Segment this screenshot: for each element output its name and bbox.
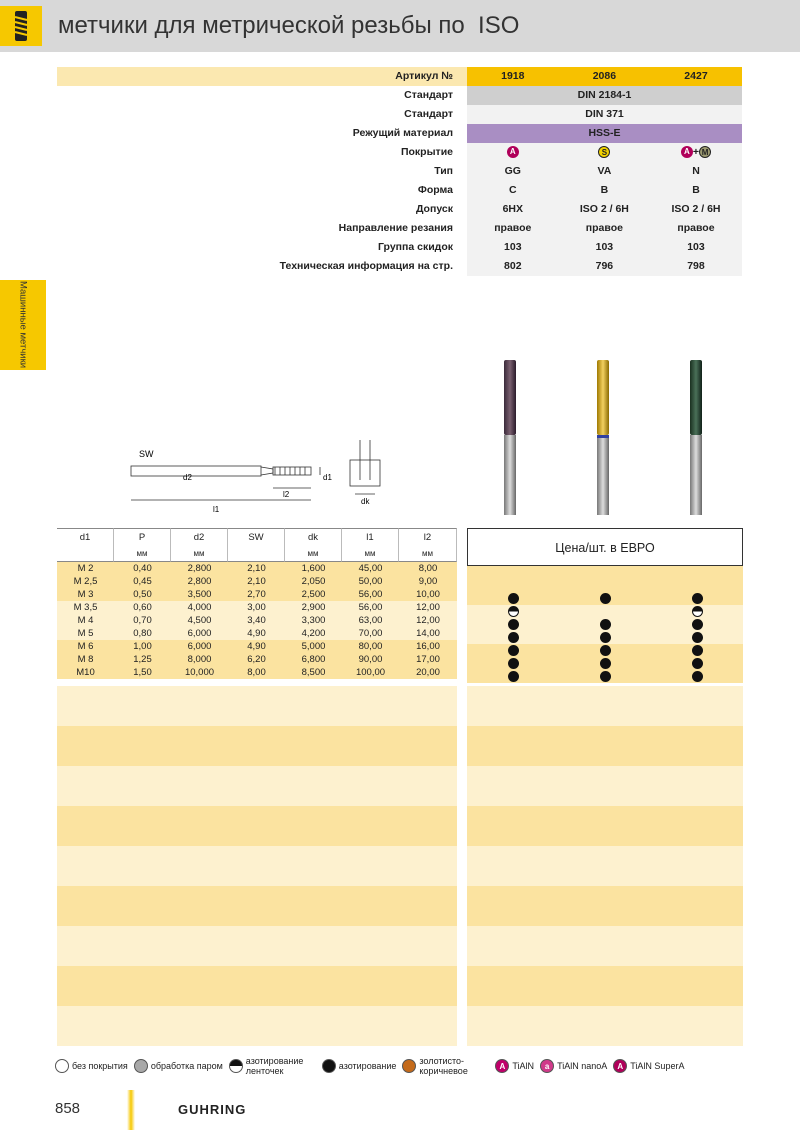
discount-value: 103 <box>650 238 742 257</box>
table-cell: M10 <box>76 667 95 678</box>
direction-value: правое <box>467 219 559 238</box>
table-cell: 2,800 <box>187 576 212 587</box>
spec-row-standard <box>57 86 742 105</box>
column-header: P <box>114 528 171 546</box>
dimensions-table <box>57 528 457 679</box>
column-header: d1 <box>57 528 114 546</box>
coating-a-icon: A <box>507 146 519 158</box>
table-cell: M 6 <box>77 641 94 652</box>
table-cell: 6,20 <box>247 654 266 665</box>
table-cell: 5,000 <box>301 641 326 652</box>
availability-cell <box>559 579 651 592</box>
legend-swatch-icon: A <box>495 1059 509 1073</box>
availability-cell[interactable] <box>467 644 559 657</box>
tap-photo-2086 <box>597 360 609 515</box>
availability-cell[interactable] <box>467 670 559 683</box>
availability-cell[interactable] <box>559 670 651 683</box>
table-cell: 12,00 <box>416 615 440 626</box>
stripe-nitrided-icon <box>692 606 703 617</box>
table-cell: 56,00 <box>358 589 383 600</box>
spec-label: Направление резания <box>338 221 453 234</box>
standard-value: DIN 371 <box>467 105 742 124</box>
tolerance-value: 6HX <box>467 200 559 219</box>
available-dot-icon <box>692 658 703 669</box>
tolerance-value: ISO 2 / 6H <box>559 200 651 219</box>
table-cell: 14,00 <box>416 628 440 639</box>
unit-cell: мм <box>171 546 228 562</box>
table-cell: 1,00 <box>133 641 152 652</box>
available-dot-icon <box>508 593 519 604</box>
legend-swatch-icon <box>229 1059 243 1073</box>
availability-cell[interactable] <box>467 657 559 670</box>
d1-label: d1 <box>323 473 332 482</box>
price-row <box>467 631 743 644</box>
empty-band <box>57 886 743 926</box>
coating-s-icon: S <box>598 146 610 158</box>
availability-cell[interactable] <box>559 644 651 657</box>
table-cell: M 5 <box>77 628 94 639</box>
table-cell: M 4 <box>77 615 94 626</box>
table-cell: 10,000 <box>184 667 215 678</box>
table-cell: 6,000 <box>187 628 212 639</box>
unit-cell <box>57 546 114 562</box>
empty-band-right <box>467 686 743 726</box>
page-header <box>0 0 800 52</box>
discount-value: 103 <box>467 238 559 257</box>
available-dot-icon <box>600 658 611 669</box>
table-cell: 56,00 <box>358 602 383 613</box>
legend-label: TiAlN <box>512 1061 535 1071</box>
legend-item <box>613 1059 684 1073</box>
page-title: метчики для метрической резьбы по ISO <box>58 12 520 39</box>
available-dot-icon <box>692 593 703 604</box>
techinfo-page-link[interactable]: 796 <box>559 257 651 276</box>
column-header: d2 <box>171 528 228 546</box>
empty-band-left <box>57 686 457 726</box>
article-number: 1918 <box>467 67 559 86</box>
available-dot-icon <box>508 658 519 669</box>
empty-band-left <box>57 886 457 926</box>
table-cell: 80,00 <box>358 641 383 652</box>
techinfo-page-link[interactable]: 798 <box>650 257 742 276</box>
table-cell: 2,050 <box>301 576 326 587</box>
table-row <box>57 562 457 575</box>
legend-swatch-icon <box>322 1059 336 1073</box>
coating-cell <box>559 143 651 162</box>
type-value: VA <box>559 162 651 181</box>
standard-value: DIN 2184-1 <box>467 86 742 105</box>
spec-label: Группа скидок <box>378 240 453 253</box>
table-cell: M 3,5 <box>73 602 98 613</box>
unit-cell <box>228 546 285 562</box>
legend-item <box>540 1059 607 1073</box>
spec-row-type <box>57 162 742 181</box>
spec-row-coating <box>57 143 742 162</box>
table-cell: 1,600 <box>301 563 326 574</box>
available-dot-icon <box>508 632 519 643</box>
unit-cell: мм <box>114 546 171 562</box>
empty-band-right <box>467 966 743 1006</box>
spec-row-article <box>57 67 742 86</box>
side-tab-label: Машинные метчики <box>17 281 29 369</box>
empty-band-right <box>467 886 743 926</box>
table-cell: 10,00 <box>416 589 440 600</box>
legend-swatch-icon <box>55 1059 69 1073</box>
table-row <box>57 601 457 614</box>
availability-cell[interactable] <box>651 670 743 683</box>
price-row <box>467 566 743 579</box>
table-cell: 0,40 <box>133 563 152 574</box>
availability-cell[interactable] <box>651 618 743 631</box>
table-cell: 12,00 <box>416 602 440 613</box>
tap-logo-icon <box>0 6 42 46</box>
empty-band-right <box>467 806 743 846</box>
available-dot-icon <box>692 645 703 656</box>
spec-row-tolerance <box>57 200 742 219</box>
legend <box>55 1054 755 1078</box>
table-cell: 63,00 <box>358 615 383 626</box>
article-number: 2086 <box>559 67 651 86</box>
brand-logo: GUHRING <box>178 1102 247 1117</box>
price-row <box>467 670 743 683</box>
availability-cell[interactable] <box>559 631 651 644</box>
table-cell: 8,500 <box>301 667 326 678</box>
price-row <box>467 657 743 670</box>
available-dot-icon <box>508 645 519 656</box>
spec-row-discount <box>57 238 742 257</box>
form-value: C <box>467 181 559 200</box>
table-cell: 2,10 <box>247 576 266 587</box>
table-cell: 17,00 <box>416 654 440 665</box>
page-number: 858 <box>55 1100 81 1117</box>
material-value: HSS-E <box>467 124 742 143</box>
column-header: l1 <box>342 528 399 546</box>
legend-label: азотирование ленточек <box>245 1056 304 1076</box>
type-value: GG <box>467 162 559 181</box>
table-cell: 1,25 <box>133 654 152 665</box>
available-dot-icon <box>600 619 611 630</box>
empty-row-bands <box>57 686 743 1046</box>
empty-band-left <box>57 966 457 1006</box>
empty-band <box>57 966 743 1006</box>
table-cell: 8,00 <box>247 667 266 678</box>
available-dot-icon <box>600 593 611 604</box>
table-cell: 0,50 <box>133 589 152 600</box>
spec-label: Техническая информация на стр. <box>279 259 453 272</box>
table-cell: 16,00 <box>416 641 440 652</box>
table-row <box>57 588 457 601</box>
spec-row-material <box>57 124 742 143</box>
direction-value: правое <box>650 219 742 238</box>
legend-label: TiAlN SuperA <box>630 1061 685 1071</box>
footer-accent-bar <box>127 1090 135 1130</box>
article-number: 2427 <box>650 67 742 86</box>
coating-m-icon: M <box>699 146 711 158</box>
legend-label: обработка паром <box>150 1061 223 1071</box>
table-cell: 3,300 <box>301 615 326 626</box>
table-cell: 3,40 <box>247 615 266 626</box>
legend-label: без покрытия <box>72 1061 128 1071</box>
legend-item <box>134 1059 223 1073</box>
spec-row-techinfo <box>57 257 742 276</box>
spec-table <box>57 67 742 276</box>
table-cell: 9,00 <box>418 576 438 587</box>
spec-row-standard <box>57 105 742 124</box>
empty-band <box>57 846 743 886</box>
table-cell: 3,00 <box>247 602 266 613</box>
empty-band-right <box>467 726 743 766</box>
legend-swatch-icon <box>402 1059 416 1073</box>
empty-band-left <box>57 806 457 846</box>
empty-band-right <box>467 1006 743 1046</box>
product-photos <box>470 355 740 520</box>
legend-item <box>495 1059 534 1073</box>
availability-cell <box>559 605 651 618</box>
table-cell: 0,60 <box>133 602 152 613</box>
table-cell: 8,00 <box>418 563 438 574</box>
legend-swatch-icon: a <box>540 1059 554 1073</box>
coating-cell <box>467 143 559 162</box>
table-cell: 0,70 <box>133 615 152 626</box>
table-cell: 70,00 <box>358 628 383 639</box>
table-cell: 2,800 <box>187 563 212 574</box>
availability-cell[interactable] <box>467 631 559 644</box>
table-cell: M 2 <box>77 563 94 574</box>
legend-item <box>402 1056 489 1076</box>
empty-band <box>57 726 743 766</box>
empty-band-left <box>57 846 457 886</box>
tap-photo-1918 <box>504 360 516 515</box>
table-cell: 50,00 <box>358 576 383 587</box>
availability-cell[interactable] <box>559 618 651 631</box>
tap-dimension-diagram <box>125 440 405 520</box>
availability-cell[interactable] <box>559 657 651 670</box>
sw-label: SW <box>139 449 154 459</box>
d2-label: d2 <box>183 473 192 482</box>
table-cell: 3,500 <box>187 589 212 600</box>
available-dot-icon <box>508 619 519 630</box>
page-footer <box>0 1090 800 1132</box>
price-header: Цена/шт. в ЕВРО <box>467 528 743 566</box>
form-value: B <box>650 181 742 200</box>
table-cell: 20,00 <box>416 667 440 678</box>
availability-cell[interactable] <box>651 631 743 644</box>
availability-cell[interactable] <box>467 618 559 631</box>
table-cell: 4,200 <box>301 628 326 639</box>
available-dot-icon <box>692 671 703 682</box>
coating-a-icon: A <box>681 146 693 158</box>
table-cell: 2,10 <box>247 563 266 574</box>
empty-band-right <box>467 926 743 966</box>
tap-photo-2427 <box>690 360 702 515</box>
spec-row-direction <box>57 219 742 238</box>
empty-band-left <box>57 1006 457 1046</box>
legend-swatch-icon: A <box>613 1059 627 1073</box>
legend-label: азотирование <box>338 1061 397 1071</box>
availability-cell[interactable] <box>467 592 559 605</box>
available-dot-icon <box>692 632 703 643</box>
form-value: B <box>559 181 651 200</box>
table-cell: 45,00 <box>358 563 383 574</box>
available-dot-icon <box>508 671 519 682</box>
table-row <box>57 653 457 666</box>
spec-label: Тип <box>434 164 453 177</box>
table-cell: 1,50 <box>133 667 152 678</box>
table-cell: 4,90 <box>247 641 266 652</box>
legend-item <box>322 1059 397 1073</box>
table-cell: 0,80 <box>133 628 152 639</box>
availability-cell[interactable] <box>651 592 743 605</box>
price-body <box>467 566 743 683</box>
availability-cell[interactable] <box>651 605 743 618</box>
empty-band-left <box>57 726 457 766</box>
dk-label: dk <box>361 497 370 506</box>
table-row <box>57 627 457 640</box>
table-cell: 8,000 <box>187 654 212 665</box>
table-cell: 90,00 <box>358 654 383 665</box>
table-row <box>57 666 457 679</box>
l2-label: l2 <box>283 490 290 499</box>
empty-band <box>57 806 743 846</box>
table-cell: M 8 <box>77 654 94 665</box>
table-cell: 0,45 <box>133 576 152 587</box>
type-value: N <box>650 162 742 181</box>
table-row <box>57 640 457 653</box>
availability-cell[interactable] <box>467 605 559 618</box>
availability-cell[interactable] <box>559 592 651 605</box>
availability-cell[interactable] <box>651 657 743 670</box>
available-dot-icon <box>600 632 611 643</box>
column-header: l2 <box>399 528 457 546</box>
spec-label: Допуск <box>415 202 453 215</box>
empty-band <box>57 926 743 966</box>
legend-item <box>229 1056 316 1076</box>
price-row <box>467 579 743 592</box>
table-cell: 4,000 <box>187 602 212 613</box>
table-cell: 6,800 <box>301 654 326 665</box>
tolerance-value: ISO 2 / 6H <box>650 200 742 219</box>
coating-joiner: + <box>692 145 700 158</box>
availability-cell <box>467 579 559 592</box>
availability-cell[interactable] <box>651 644 743 657</box>
spec-label: Форма <box>417 183 453 196</box>
spec-label: Артикул № <box>57 67 467 86</box>
spec-label: Режущий материал <box>352 126 453 139</box>
table-cell: 4,90 <box>247 628 266 639</box>
empty-band <box>57 686 743 726</box>
column-header: dk <box>285 528 342 546</box>
legend-label: золотисто-коричневое <box>419 1056 468 1076</box>
price-row <box>467 644 743 657</box>
empty-band-left <box>57 766 457 806</box>
table-cell: 4,500 <box>187 615 212 626</box>
empty-band <box>57 766 743 806</box>
table-cell: 100,00 <box>355 667 386 678</box>
table-cell: 2,500 <box>301 589 326 600</box>
l1-label: l1 <box>213 505 220 514</box>
unit-cell: мм <box>399 546 457 562</box>
empty-band-right <box>467 846 743 886</box>
coating-cell <box>650 143 742 162</box>
table-row <box>57 614 457 627</box>
legend-swatch-icon <box>134 1059 148 1073</box>
spec-label: Стандарт <box>404 88 453 101</box>
spec-label: Стандарт <box>404 107 453 120</box>
availability-cell <box>467 566 559 579</box>
section-side-tab <box>0 280 46 370</box>
spec-label: Покрытие <box>400 145 453 158</box>
empty-band <box>57 1006 743 1046</box>
table-cell: 2,900 <box>301 602 326 613</box>
available-dot-icon <box>600 671 611 682</box>
availability-cell <box>651 579 743 592</box>
direction-value: правое <box>559 219 651 238</box>
empty-band-right <box>467 766 743 806</box>
empty-band-left <box>57 926 457 966</box>
price-row <box>467 592 743 605</box>
legend-item <box>55 1059 128 1073</box>
unit-cell: мм <box>285 546 342 562</box>
table-row <box>57 575 457 588</box>
price-row <box>467 618 743 631</box>
availability-cell <box>651 566 743 579</box>
dimensions-header-row <box>57 528 457 546</box>
spec-row-form <box>57 181 742 200</box>
unit-cell: мм <box>342 546 399 562</box>
availability-cell <box>559 566 651 579</box>
table-cell: M 3 <box>77 589 94 600</box>
techinfo-page-link[interactable]: 802 <box>467 257 559 276</box>
dimensions-unit-row <box>57 546 457 562</box>
discount-value: 103 <box>559 238 651 257</box>
table-cell: M 2,5 <box>73 576 98 587</box>
available-dot-icon <box>692 619 703 630</box>
dimensions-body <box>57 562 457 679</box>
column-header: SW <box>228 528 285 546</box>
table-cell: 2,70 <box>247 589 266 600</box>
price-row <box>467 605 743 618</box>
legend-label: TiAlN nanoA <box>557 1061 608 1071</box>
price-table <box>467 528 743 683</box>
stripe-nitrided-icon <box>508 606 519 617</box>
available-dot-icon <box>600 645 611 656</box>
table-cell: 6,000 <box>187 641 212 652</box>
